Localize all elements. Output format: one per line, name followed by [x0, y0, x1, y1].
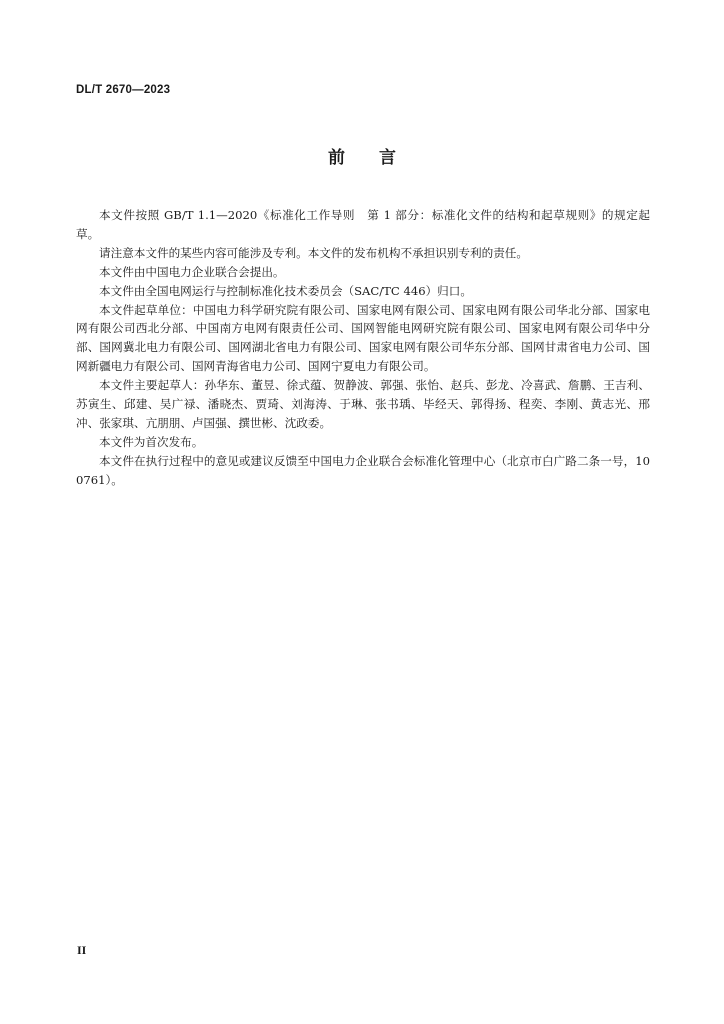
paragraph-feedback: 本文件在执行过程中的意见或建议反馈至中国电力企业联合会标准化管理中心（北京市白广路二条一号，100761）。: [76, 453, 650, 487]
paragraph-drafting-rules: 本文件按照 GB/T 1.1—2020《标准化工作导则 第 1 部分：标准化文件的结构和起草规则》的规定起草。: [76, 208, 650, 241]
page-number: II: [77, 943, 87, 957]
paragraph-first-release: 本文件为首次发布。: [99, 434, 204, 449]
section-title: [0, 143, 724, 168]
paragraph-main-drafters: 本文件主要起草人：孙华东、董昱、徐式蕴、贺静波、郭强、张怡、赵兵、彭龙、冷喜武、詹鹏、王吉利、苏寅生、邱建、吴广禄、潘晓杰、贾琦、刘海涛、于琳、张书瑀、毕经天、郭得扬、程奕、李刚、黄志光、邢冲、张家琪、亢朋朋、卢国强、撰世彬、沈政委。: [76, 378, 650, 430]
paragraph-proposed-by: 本文件由中国电力企业联合会提出。: [99, 264, 285, 279]
paragraph-administered-by: 本文件由全国电网运行与控制标准化技术委员会（SAC/TC 446）归口。: [99, 283, 472, 298]
section-title-char-2: 言: [379, 148, 396, 168]
section-title-char-1: 前: [328, 148, 345, 168]
foreword-body: [76, 206, 650, 490]
document-code: DL/T 2670—2023: [76, 84, 171, 96]
paragraph-drafting-organizations: 本文件起草单位：中国电力科学研究院有限公司、国家电网有限公司、国家电网有限公司华北分部、国家电网有限公司西北分部、中国南方电网有限责任公司、国网智能电网研究院有限公司、国家电网有限公司华中分部、国网冀北电力有限公司、国网湖北省电力有限公司、国家电网有限公司华东分部、国网甘肃省电力公司、国网新疆电力有限公司、国网青海省电力公司、国网宁夏电力有限公司。: [76, 302, 650, 374]
paragraph-patent-notice: 请注意本文件的某些内容可能涉及专利。本文件的发布机构不承担识别专利的责任。: [99, 245, 528, 260]
